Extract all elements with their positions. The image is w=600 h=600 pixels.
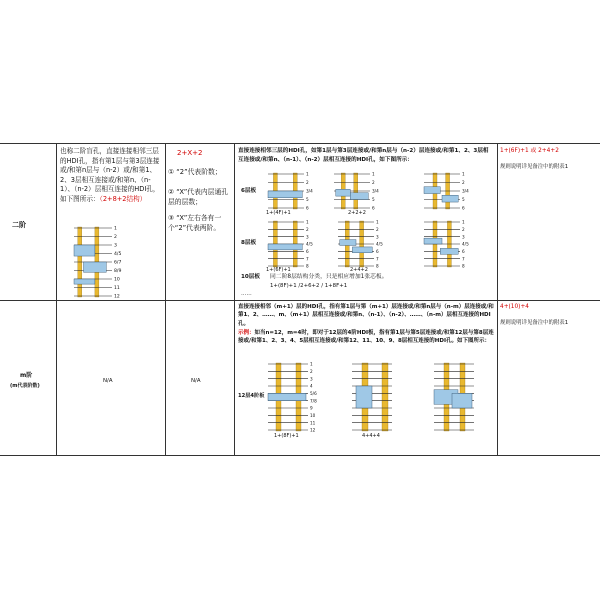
layer-label: 2 bbox=[376, 226, 379, 232]
layer-label: 6 bbox=[372, 205, 375, 211]
row2-col2-na: N/A bbox=[103, 378, 113, 384]
m-order-diagram-1 bbox=[262, 361, 326, 433]
via-block bbox=[356, 386, 372, 408]
layer-label: 1 bbox=[114, 226, 117, 232]
row1-ten-layer-label: 10层板 bbox=[241, 274, 260, 280]
eight-layer-caption-2: 2+4+2 bbox=[350, 267, 368, 273]
via-block bbox=[424, 187, 440, 194]
layer-label: 1 bbox=[310, 361, 313, 367]
via-block bbox=[350, 193, 368, 200]
via-post bbox=[382, 363, 388, 431]
row2-name: m阶 bbox=[20, 372, 33, 379]
table-row-divider bbox=[0, 300, 600, 301]
layer-label: 7 bbox=[462, 256, 465, 262]
hdi-table bbox=[0, 143, 600, 456]
row1-description bbox=[60, 147, 160, 205]
layer-label: 3 bbox=[376, 234, 379, 240]
layer-label: 5 bbox=[306, 197, 309, 203]
layer-label: 1 bbox=[372, 171, 375, 177]
m-order-diagram-3 bbox=[428, 361, 492, 433]
layer-label: 2 bbox=[372, 180, 375, 186]
row1-stackup-diagram bbox=[72, 225, 132, 299]
layer-label: 1 bbox=[376, 219, 379, 225]
layer-label: 7/8 bbox=[310, 398, 317, 404]
layer-label: 10 bbox=[114, 277, 120, 283]
m-order-caption-2: 4+4+4 bbox=[362, 433, 380, 439]
six-layer-diagram-2 bbox=[330, 171, 386, 211]
col-divider-3 bbox=[234, 143, 235, 456]
row1-formula-item-1: ① “2”代表阶数； bbox=[168, 168, 222, 176]
row1-name: 二阶 bbox=[12, 221, 26, 229]
row2-recommended: 4+(10)+4 bbox=[500, 304, 529, 310]
row1-description-red: （2+8+2结构） bbox=[99, 194, 147, 203]
layer-label: 8 bbox=[306, 263, 309, 269]
layer-label: 4/5 bbox=[114, 252, 122, 258]
row1-description-text: 也称二阶盲孔，直接连接相邻三层的HDI孔，指有第1层与第3层连接或/和第n层与（n-2）或/和第1、2、3层相互连接或/和第n、（n-1）、（n-2）层相互连接的HDI孔，如下图所示： bbox=[60, 147, 160, 203]
layer-label: 7 bbox=[376, 256, 379, 262]
via-block bbox=[442, 195, 458, 202]
layer-label: 2 bbox=[462, 180, 465, 186]
row2-detail-title: 直接连接相邻（m+1）层的HDI孔，指有第1层与第（m+1）层连接或/和第n层与（n-m）层连接或/和第1、2、……、m、（m+1）层相互连接或/和第n、（n-1）、（n-2）、……、（n-m）层相互连接的HDI孔。 bbox=[238, 304, 494, 327]
layer-label: 3/4 bbox=[372, 188, 379, 194]
eight-layer-diagram-3 bbox=[420, 219, 476, 269]
row1-formula-item-2: ② “X”代表内层通孔层的层数； bbox=[168, 188, 229, 206]
layer-label: 6/7 bbox=[114, 260, 122, 266]
via-block bbox=[440, 248, 458, 254]
row1-ten-layer-formula: 1+(8F)+1 /2+6+2 / 1+8F+1 bbox=[270, 283, 348, 289]
six-layer-diagram-1 bbox=[264, 171, 320, 211]
layer-label: 2 bbox=[114, 235, 117, 241]
row2-note: 规则说明详见备注中的附表1 bbox=[500, 320, 569, 326]
layer-label: 10 bbox=[310, 412, 316, 418]
layer-label: 4/5 bbox=[306, 241, 313, 247]
row1-detail-title: 直接连接相邻三层的HDI孔，如第1层与第3层连接或/和第n层与（n-2）层连接或/和第1、2、3层相互连接或/和第n、（n-1）、（n-2）层相互连接的HDI孔，如下图所示： bbox=[238, 148, 489, 163]
col-divider-2 bbox=[165, 143, 166, 456]
layer-label: 3 bbox=[306, 234, 309, 240]
row1-ellipsis: …… bbox=[241, 291, 252, 297]
via-block bbox=[268, 191, 302, 198]
row1-recommended: 1+(6F)+1 或 2+4+2 bbox=[500, 148, 559, 154]
row1-six-layer-label: 6层板 bbox=[241, 188, 257, 194]
via-block bbox=[268, 244, 302, 250]
row1-note: 规则说明详见备注中的附表1 bbox=[500, 164, 569, 170]
layer-label: 2 bbox=[462, 226, 465, 232]
layer-label: 5/6 bbox=[310, 390, 317, 396]
layer-label: 3 bbox=[462, 234, 465, 240]
layer-label: 6 bbox=[306, 205, 309, 211]
col-divider-1 bbox=[56, 143, 57, 456]
layer-label: 4/5 bbox=[376, 241, 383, 247]
layer-label: 2 bbox=[306, 226, 309, 232]
layer-label: 7 bbox=[306, 256, 309, 262]
layer-label: 3 bbox=[114, 243, 117, 249]
eight-layer-diagram-1 bbox=[264, 219, 320, 269]
eight-layer-diagram-2 bbox=[334, 219, 390, 269]
col-divider-4 bbox=[497, 143, 498, 456]
layer-label: 6 bbox=[306, 248, 309, 254]
row2-example bbox=[238, 329, 494, 346]
layer-label: 1 bbox=[462, 171, 465, 177]
layer-label: 11 bbox=[114, 286, 120, 292]
via-block bbox=[74, 279, 95, 284]
layer-label: 12 bbox=[310, 427, 316, 433]
row2-example-label: 示例： bbox=[238, 330, 255, 336]
layer-label: 1 bbox=[306, 219, 309, 225]
layer-label: 8/9 bbox=[114, 269, 122, 275]
layer-label: 4/5 bbox=[462, 241, 469, 247]
layer-label: 5 bbox=[372, 197, 375, 203]
six-layer-caption-1: 1+(4F)+1 bbox=[266, 210, 291, 216]
row1-formula-item-3: ③ “X”左右各有一个“2”代表两阶。 bbox=[168, 214, 222, 232]
row2-example-text: 如当n=12，m=4时，即对于12层的4阶HDI板，指有第1层与第5层连接或/和第12层与第8层连接或/和第1、2、3、4、5层相互连接或/和第12、11、10、9、8层相互连接的HDI孔。如下图所示： bbox=[238, 330, 494, 345]
row1-ten-layer-text: 同二阶8层结构分类，只是相应增加1张芯板。 bbox=[270, 274, 388, 280]
layer-label: 3 bbox=[310, 376, 313, 382]
layer-label: 9 bbox=[310, 405, 313, 411]
via-block bbox=[424, 238, 442, 244]
layer-label: 1 bbox=[462, 219, 465, 225]
layer-label: 6 bbox=[376, 248, 379, 254]
m-order-caption-1: 1+(8F)+1 bbox=[274, 433, 299, 439]
layer-label: 5 bbox=[462, 197, 465, 203]
m-order-diagram-2 bbox=[346, 361, 410, 433]
row2-sub: (m代表阶数) bbox=[10, 383, 40, 389]
via-block bbox=[74, 245, 95, 256]
layer-label: 8 bbox=[376, 263, 379, 269]
row2-col3-na: N/A bbox=[191, 378, 201, 384]
six-layer-diagram-3 bbox=[420, 171, 476, 211]
layer-label: 3/4 bbox=[306, 188, 313, 194]
via-block bbox=[452, 393, 472, 408]
six-layer-caption-2: 2+2+2 bbox=[348, 210, 366, 216]
via-block bbox=[352, 247, 372, 253]
layer-label: 4 bbox=[310, 383, 313, 389]
layer-label: 3/4 bbox=[462, 188, 469, 194]
via-block bbox=[336, 189, 350, 196]
row1-eight-layer-label: 8层板 bbox=[241, 240, 257, 246]
via-block bbox=[340, 240, 356, 246]
table-border-top bbox=[0, 143, 600, 144]
layer-label: 2 bbox=[310, 368, 313, 374]
layer-label: 1 bbox=[306, 171, 309, 177]
eight-layer-caption-1: 1+(6F)+1 bbox=[266, 267, 291, 273]
row2-board-label: 12层4阶板 bbox=[238, 393, 265, 399]
layer-label: 2 bbox=[306, 180, 309, 186]
via-block bbox=[268, 393, 306, 400]
via-block bbox=[84, 262, 107, 272]
layer-label: 6 bbox=[462, 248, 465, 254]
layer-label: 8 bbox=[462, 263, 465, 269]
layer-label: 12 bbox=[114, 294, 120, 299]
table-border-bottom bbox=[0, 455, 600, 456]
row1-formula: 2+X+2 bbox=[177, 149, 203, 157]
layer-label: 11 bbox=[310, 420, 316, 426]
layer-label: 6 bbox=[462, 205, 465, 211]
